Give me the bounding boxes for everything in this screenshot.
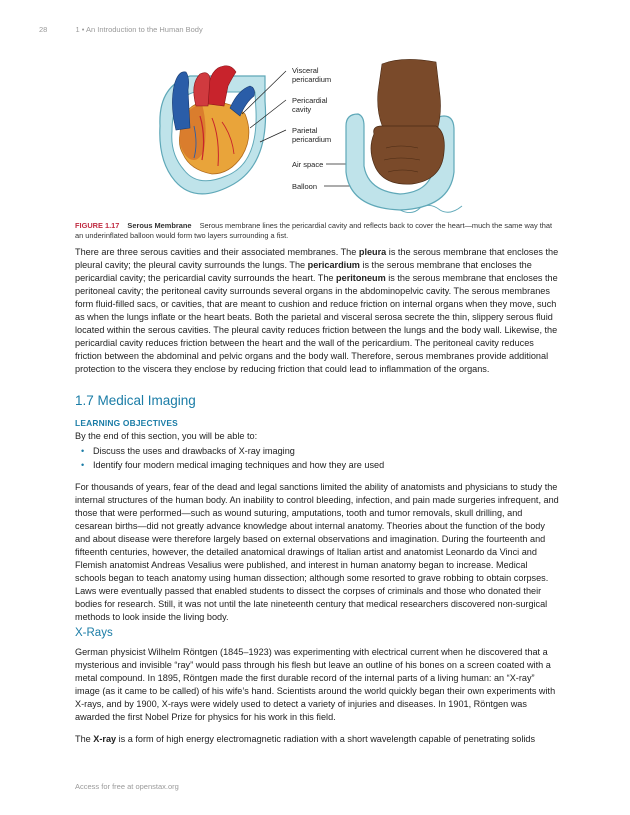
label-line: cavity bbox=[292, 105, 312, 114]
term-x-ray: X-ray bbox=[93, 734, 117, 744]
figure-serous-membrane bbox=[150, 56, 560, 216]
bullet-icon: • bbox=[81, 446, 85, 456]
figure-caption-text: Serous membrane lines the pericardial cavity and reflects back to cover the heart—much the same way that an underinflated balloon would form two layers surrounding a fist. bbox=[75, 221, 553, 240]
text-run: The bbox=[75, 734, 94, 744]
figure-title: Serous Membrane bbox=[127, 221, 192, 230]
figure-caption bbox=[75, 221, 555, 241]
page-number: 28 bbox=[39, 25, 48, 34]
term-pericardium: pericardium bbox=[307, 260, 360, 270]
label-line: pericardium bbox=[292, 135, 332, 144]
text-run: is a form of high energy electromagnetic radiation with a short wavelength capable of penetrating solids bbox=[116, 734, 536, 744]
text-run: There are three serous cavities and their associated membranes. The bbox=[75, 247, 359, 257]
vena-cava bbox=[172, 72, 190, 130]
arm bbox=[378, 59, 441, 134]
label-parietal-pericardium bbox=[292, 126, 331, 144]
xrays-paragraph-2 bbox=[75, 733, 559, 746]
serous-paragraph bbox=[75, 246, 559, 376]
fist bbox=[371, 126, 444, 184]
text-run: is the serous membrane that encloses the pleural cavity; the pleural cavity surrounds the lungs. The bbox=[75, 247, 559, 270]
bullet-icon: • bbox=[81, 460, 85, 470]
figure-number: FIGURE 1.17 bbox=[75, 221, 120, 230]
xrays-heading: X-Rays bbox=[75, 627, 113, 639]
section-heading: 1.7 Medical Imaging bbox=[75, 393, 196, 408]
label-air-space: Air space bbox=[292, 160, 324, 169]
text-run: is the serous membrane that encloses the pericardial cavity; the pericardial cavity surrounds the heart. The bbox=[75, 260, 532, 283]
learning-objectives-title: LEARNING OBJECTIVES bbox=[75, 418, 178, 428]
learning-objectives-intro: By the end of this section, you will be able to: bbox=[75, 431, 258, 441]
list-item bbox=[75, 458, 555, 472]
objective-text: Identify four modern medical imaging techniques and how they are used bbox=[93, 460, 385, 470]
label-line: Parietal bbox=[292, 126, 318, 135]
page-header bbox=[39, 25, 203, 34]
serous-membrane-illustration bbox=[150, 56, 560, 216]
label-pericardial-cavity bbox=[292, 96, 327, 114]
xrays-paragraph-1: German physicist Wilhelm Röntgen (1845–1923) was experimenting with electrical current when he discovered that a mysterious and invisible “ray” would pass through his flesh but leave an outline of his bones on a screen coated with a metal compound. In 1895, Röntgen made the first durable record of the internal parts of a living human: an “X-ray” image (as it came to be called) of his wife’s hand. Scientists around the world quickly began their own experiments with X-rays, and by 1900, X-rays were widely used to detect a variety of injuries and diseases. In 1901, Röntgen was awarded the first Nobel Prize for physics for his work in this field. bbox=[75, 647, 556, 722]
text-run: is the serous membrane that encloses the peritoneal cavity; the peritoneal cavity surrounds several organs in the abdominopelvic cavity. The serous membranes form fluid-filled sacs, or cavities, that are meant to cushion and reduce friction on internal organs when they move, such as when the lungs inflate or the heart beats. Both the parietal and visceral serosa secrete the thin, slippery serous fluid located within the serous cavities. The pleural cavity reduces friction between the lungs and the body wall. Likewise, the pericardial cavity reduces friction between the heart and the wall of the pericardium. The peritoneal cavity reduces friction between the abdominal and pelvic organs and the body wall. Therefore, serous membranes provide additional protection to the viscera they enclose by reducing friction that could lead to inflammation of the organs. bbox=[75, 273, 558, 374]
objective-text: Discuss the uses and drawbacks of X-ray imaging bbox=[93, 446, 295, 456]
chapter-title: 1 • An Introduction to the Human Body bbox=[75, 25, 203, 34]
learning-objectives-list bbox=[75, 444, 555, 472]
list-item bbox=[75, 444, 555, 458]
label-line: Visceral bbox=[292, 66, 319, 75]
label-line: Pericardial bbox=[292, 96, 328, 105]
page-footer: Access for free at openstax.org bbox=[75, 782, 179, 791]
label-line: pericardium bbox=[292, 75, 332, 84]
history-paragraph: For thousands of years, fear of the dead and legal sanctions limited the ability of anatomists and physicians to study the internal structures of the human body. An inability to control bleeding, infection, and pain made surgeries infrequent, and those that were performed—such as wound suturing, amputations, tooth and tumor removals, skull drilling, and cesarean births—did not greatly advance knowledge about internal anatomy. Theories about the function of the body and about disease were therefore largely based on external observations and imagination. During the fourteenth and fifteenth centuries, however, the detailed anatomical drawings of Italian artist and anatomist Leonardo da Vinci and Flemish anatomist Andreas Vesalius were published, and interest in human anatomy began to increase. Medical schools began to teach anatomy using human dissection; although some resorted to grave robbing to obtain corpses. Laws were eventually passed that enabled students to dissect the corpses of criminals and those who donated their bodies for research. Still, it was not until the late nineteenth century that medical researchers discovered non-surgical methods to look inside the living body. bbox=[75, 482, 559, 622]
term-peritoneum: peritoneum bbox=[336, 273, 386, 283]
label-balloon: Balloon bbox=[292, 182, 318, 191]
term-pleura: pleura bbox=[358, 247, 387, 257]
label-visceral-pericardium bbox=[292, 66, 331, 84]
